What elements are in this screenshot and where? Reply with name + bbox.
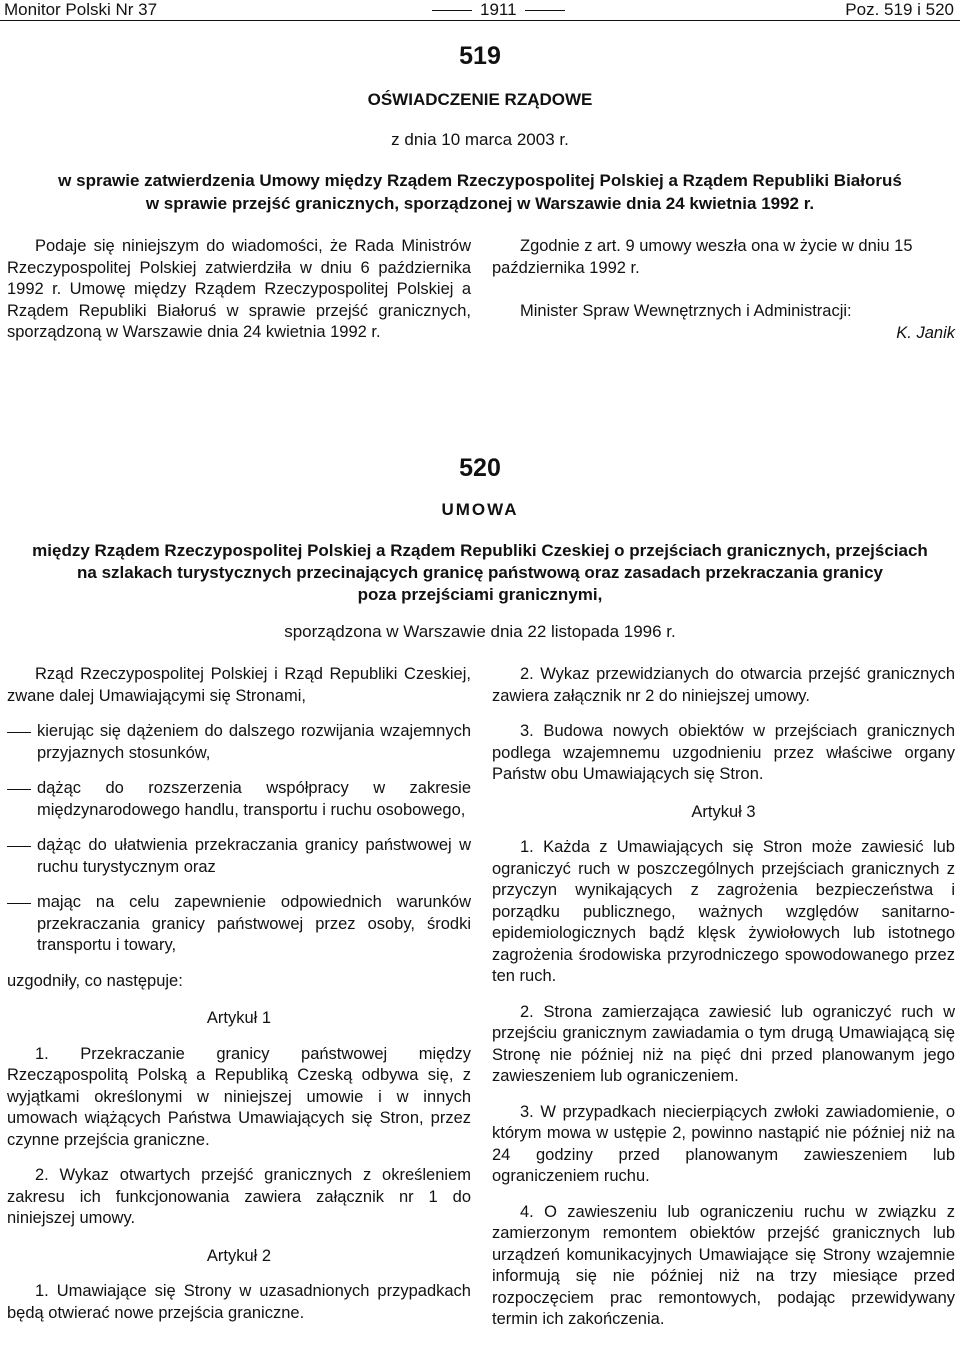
doc519-date: z dnia 10 marca 2003 r. — [391, 130, 569, 149]
doc519-subject-line2: w sprawie przejść granicznych, sporządzonej w Warszawie dnia 24 kwietnia 1992 r. — [145, 194, 815, 213]
page-header — [0, 0, 960, 22]
doc520-dash-item: dążąc do ułatwienia przekraczania granicy państwowej w ruchu turystycznym oraz — [7, 835, 471, 878]
doc520-dash-item: dążąc do rozszerzenia współpracy w zakresie międzynarodowego handlu, transportu i ruchu osobowego, — [7, 778, 471, 821]
article-3-heading: Artykuł 3 — [691, 802, 756, 821]
doc520-right-column — [492, 664, 955, 1331]
doc519-signature: K. Janik — [896, 323, 955, 342]
doc520-preamble: Rząd Rzeczypospolitej Polskiej i Rząd Republiki Czeskiej, zwane dalej Umawiającymi się Stronami, — [7, 665, 471, 705]
header-rule — [0, 20, 960, 21]
article-2-para-3: 3. Budowa nowych obiektów w przejściach granicznych podlega wzajemnemu uzgodnieniu przez właściwe organy Państw obu Umawiających się Stron. — [492, 722, 955, 783]
article-3-para-1: 1. Każda z Umawiających się Stron może zawiesić lub ograniczyć ruch w poszczególnych przejściach granicznych z przyczyn wynikających z zagrożenia bezpieczeństwa i porządku publicznego, ważnych względów sanitarno-epidemiologicznych bądź klęsk żywiołowych lub istotnego zagrożenia środowiska przyrodniczego spowodowanego przez ten ruch. — [492, 838, 955, 985]
position-range: Poz. 519 i 520 — [845, 0, 954, 19]
doc520-left-column — [7, 664, 471, 1324]
doc519-number: 519 — [459, 42, 501, 70]
article-1-para-2: 2. Wykaz otwartych przejść granicznych z określeniem zakresu ich funkcjonowania zawiera załącznik nr 1 do niniejszej umowy. — [7, 1166, 471, 1227]
page-number: 1911 — [424, 0, 573, 20]
doc520-number: 520 — [459, 454, 501, 482]
publication-name: Monitor Polski Nr 37 — [4, 0, 158, 19]
article-2-para-1: 1. Umawiające się Strony w uzasadnionych przypadkach będą otwierać nowe przejścia graniczne. — [7, 1282, 471, 1322]
article-2-para-2: 2. Wykaz przewidzianych do otwarcia przejść granicznych zawiera załącznik nr 2 do niniejszej umowy. — [492, 665, 955, 705]
doc519-title: OŚWIADCZENIE RZĄDOWE — [367, 90, 593, 109]
doc520-dash-item: kierując się dążeniem do dalszego rozwijania wzajemnych przyjaznych stosunków, — [7, 721, 471, 764]
doc520-title: UMOWA — [441, 500, 519, 519]
article-3-para-4: 4. O zawieszeniu lub ograniczeniu ruchu w związku z zamierzonym remontem obiektów przejść granicznych lub urządzeń komunikacyjnych Umawiające się Strony wzajemnie informują się nie później niż na trzy miesiące przed rozpoczęciem prac remontowych, podając przewidywany termin ich zakończenia. — [492, 1202, 955, 1328]
article-3-para-3: 3. W przypadkach niecierpiących zwłoki zawiadomienie, o którym mowa w ustępie 2, powinno nastąpić nie później niż na 24 godziny przed planowanym zawieszeniem lub ograniczeniem ruchu. — [492, 1102, 955, 1185]
doc520-subject-line1: między Rządem Rzeczypospolitej Polskiej a Rządem Republiki Czeskiej o przejściach granicznych, przejściach — [32, 541, 928, 560]
article-2-heading: Artykuł 2 — [206, 1246, 272, 1265]
doc519-effective-note: Zgodnie z art. 9 umowy weszła ona w życie w dniu 15 października 1992 r. — [492, 237, 913, 277]
doc520-subject-line2: na szlakach turystycznych przecinających granicę państwową oraz zasadach przekraczania granicy — [77, 563, 883, 582]
doc520-subject-line3: poza przejściami granicznymi, — [357, 585, 603, 604]
article-3-para-2: 2. Strona zamierzająca zawiesić lub ograniczyć ruch w przejściu granicznym zawiadamia o tym drugą Umawiającą się Stronę nie później niż na pięć dni przed planowanym jego zawieszeniem lub ograniczeniem. — [492, 1002, 955, 1085]
article-1-para-1: 1. Przekraczanie granicy państwowej między Rzecząpospolitą Polską a Republiką Czeską odbywa się, z wyjątkami określonymi w niniejszej umowie i w innych umowach wiążących Państwa Umawiających się Stron, przez czynne przejścia graniczne. — [7, 1044, 471, 1149]
doc520-agreed: uzgodniły, co następuje: — [7, 971, 183, 990]
doc519-left-column — [7, 236, 471, 344]
doc520-date: sporządzona w Warszawie dnia 22 listopada 1996 r. — [284, 622, 676, 641]
doc520-dash-item: mając na celu zapewnienie odpowiednich warunków przekraczania granicy państwowej przez osoby, środki transportu i towary, — [7, 892, 471, 957]
doc519-subject-line1: w sprawie zatwierdzenia Umowy między Rządem Rzeczypospolitej Polskiej a Rządem Republiki Białoruś — [58, 171, 902, 190]
doc519-right-column — [492, 236, 955, 344]
article-1-heading: Artykuł 1 — [206, 1009, 272, 1027]
doc519-minister: Minister Spraw Wewnętrznych i Administracji: — [520, 302, 852, 320]
doc519-announcement: Podaje się niniejszym do wiadomości, że Rada Ministrów Rzeczypospolitej Polskiej zatwierdziła w dniu 6 października 1992 r. Umowę między Rządem Rzeczypospolitej Polskiej a Rządem Republiki Białoruś w sprawie przejść granicznych, sporządzoną w Warszawie dnia 24 kwietnia 1992 r. — [7, 237, 471, 341]
